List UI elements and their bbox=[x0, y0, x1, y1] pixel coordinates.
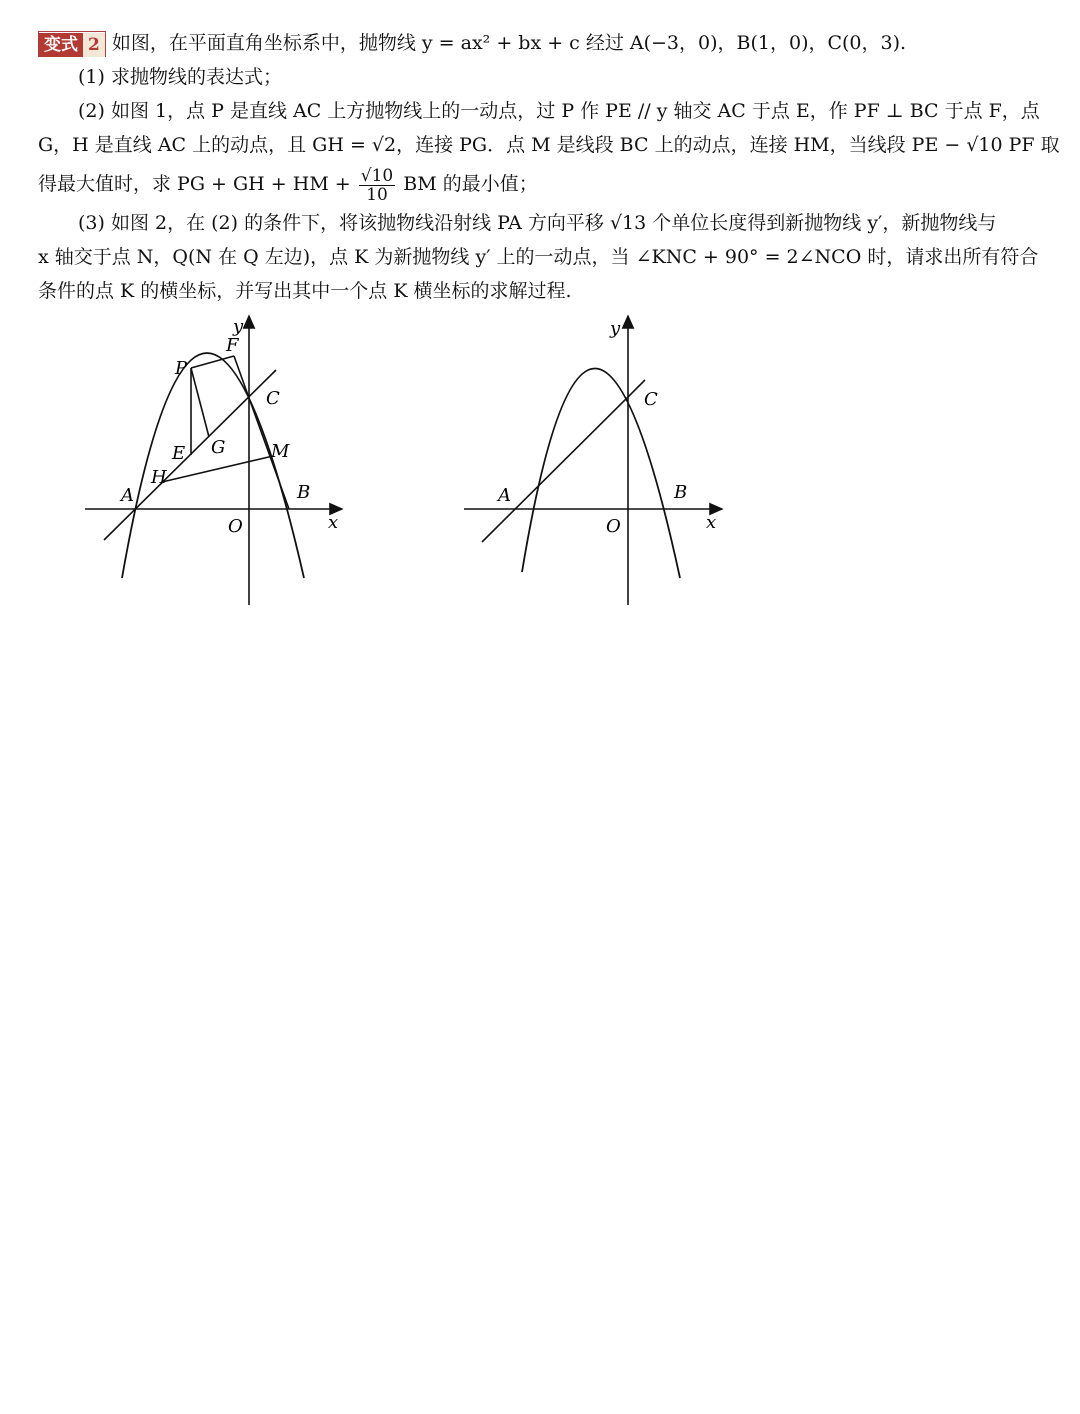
label-H: H bbox=[151, 467, 167, 488]
label-O: O bbox=[228, 516, 243, 537]
question-2-text-a: 得最大值时，求 PG + GH + HM + bbox=[38, 173, 351, 195]
question-3-line-2: x 轴交于点 N，Q(N 在 Q 左边)，点 K 为新抛物线 y′ 上的一动点，当 ∠KNC + 90° = 2∠NCO 时，请求出所有符合 bbox=[38, 246, 1039, 268]
question-2-line-3 bbox=[38, 162, 1038, 206]
badge-number: 2 bbox=[83, 33, 105, 57]
parabola bbox=[122, 353, 304, 578]
figure-1 bbox=[80, 310, 360, 610]
figure-1-graph bbox=[80, 310, 360, 610]
label-A: A bbox=[498, 485, 511, 506]
problem-statement: 如图，在平面直角坐标系中，抛物线 y = ax² + bx + c 经过 A(−3，0)，B(1，0)，C(0，3). bbox=[111, 32, 907, 54]
label-y: y bbox=[610, 318, 621, 339]
question-2-line-2: G，H 是直线 AC 上的动点，且 GH = √2，连接 PG．点 M 是线段 BC 上的动点，连接 HM，当线段 PE − √10 PF 取 bbox=[38, 134, 1060, 156]
problem-text bbox=[38, 26, 1060, 308]
figure-2 bbox=[460, 310, 740, 610]
segment-PG bbox=[191, 368, 209, 437]
label-C: C bbox=[644, 389, 658, 410]
label-A: A bbox=[121, 485, 134, 506]
label-x: x bbox=[706, 512, 717, 533]
fraction-denominator: 10 bbox=[366, 184, 388, 205]
label-F: F bbox=[226, 335, 239, 356]
question-1: (1) 求抛物线的表达式； bbox=[78, 66, 282, 88]
question-2-text-b: BM 的最小值； bbox=[403, 173, 538, 195]
segment-F-to-C bbox=[234, 356, 249, 398]
label-x: x bbox=[328, 512, 339, 533]
question-3-line-1: (3) 如图 2，在 (2) 的条件下，将该抛物线沿射线 PA 方向平移 √13 个单位长度得到新抛物线 y′，新抛物线与 bbox=[78, 212, 997, 234]
label-y: y bbox=[233, 316, 244, 337]
label-O: O bbox=[606, 516, 621, 537]
figure-2-graph bbox=[460, 310, 740, 610]
badge-label: 变式 bbox=[39, 33, 83, 57]
label-G: G bbox=[211, 437, 226, 458]
label-P: P bbox=[175, 358, 188, 379]
line-AC bbox=[104, 370, 276, 540]
fraction-sqrt10-over-10 bbox=[359, 167, 395, 204]
question-3-line-3: 条件的点 K 的横坐标，并写出其中一个点 K 横坐标的求解过程. bbox=[38, 280, 572, 302]
label-C: C bbox=[266, 388, 280, 409]
fraction-numerator: √10 bbox=[360, 165, 394, 186]
segment-PF bbox=[191, 356, 234, 368]
variant-badge bbox=[38, 31, 106, 57]
label-B: B bbox=[674, 482, 688, 503]
label-M: M bbox=[271, 441, 290, 462]
question-2-line-1: (2) 如图 1，点 P 是直线 AC 上方抛物线上的一动点，过 P 作 PE // y 轴交 AC 于点 E，作 PF ⊥ BC 于点 F，点 bbox=[78, 100, 1040, 122]
label-E: E bbox=[172, 443, 186, 464]
label-B: B bbox=[297, 482, 311, 503]
problem-line-1 bbox=[38, 26, 1038, 60]
